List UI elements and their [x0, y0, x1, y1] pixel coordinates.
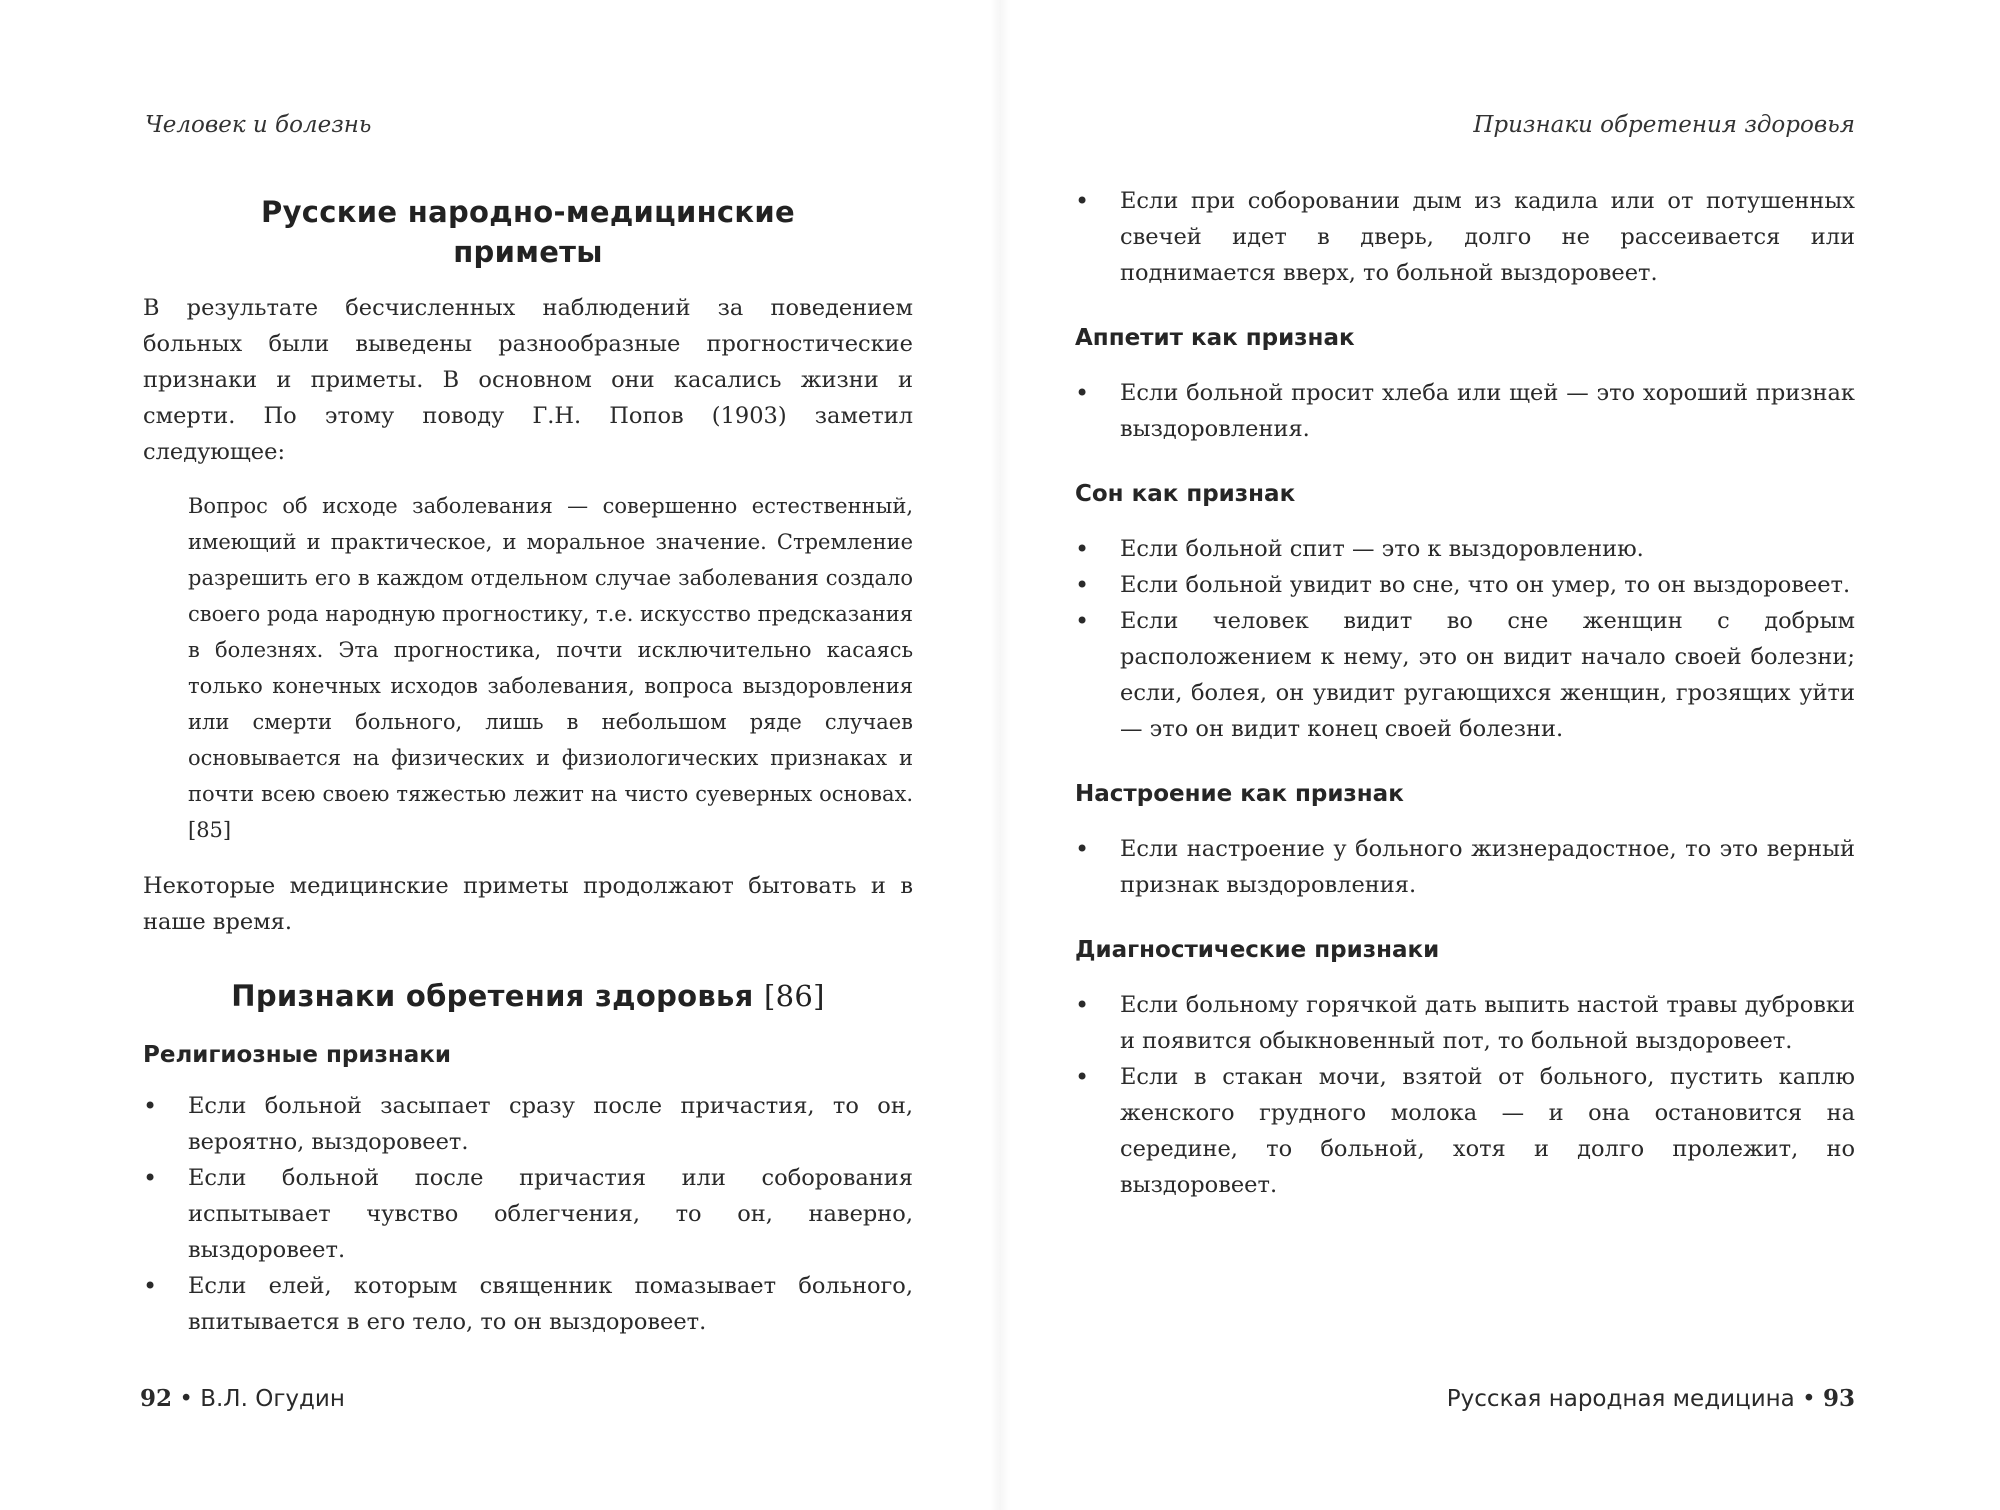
section-title-reference: [86]: [764, 979, 825, 1013]
section-title-folk-omens: [143, 192, 913, 272]
religious-signs-list: [143, 1088, 913, 1340]
list-item: • Если настроение у больного жизнерадостное, то это верный признак выздоровления.: [1075, 831, 1855, 903]
list-item: • Если больному горячкой дать выпить настой травы дубровки и появится обыкновенный пот, то больной выздоровеет.: [1075, 987, 1855, 1059]
incense-signs-list: [1075, 183, 1855, 291]
subheading-diagnostic: Диагностические признаки: [1075, 937, 1440, 963]
section-title-health-signs: [143, 976, 913, 1016]
list-item: • Если больной спит — это к выздоровлению.: [1075, 531, 1855, 567]
subheading-religious: Религиозные признаки: [143, 1042, 451, 1068]
subheading-mood: Настроение как признак: [1075, 781, 1404, 807]
footer-book-title: Русская народная медицина: [1446, 1386, 1795, 1412]
list-item: • Если больной после причастия или соборования испытывает чувство облегчения, то он, наверно, выздоровеет.: [143, 1160, 913, 1268]
intro-paragraph: В результате бесчисленных наблюдений за поведением больных были выведены разнообразные прогностические признаки и приметы. В основном они касались жизни и смерти. По этому поводу Г.Н. Попов (1903) заметил следующее:: [143, 295, 913, 465]
appetite-signs-list: [1075, 375, 1855, 447]
popov-quote: Вопрос об исходе заболевания — совершенно естественный, имеющий и практическое, и моральное значение. Стремление разрешить его в каждом отдельном случае заболевания создало своего рода народную прогностику, т.е. искусство предсказания в болезнях. Эта прогностика, почти исключительно касаясь только конечных исходов заболевания, вопроса выздоровления или смерти больного, лишь в небольшом ряде случаев основывается на физических и физиологических признаках и почти всею своею тяжестью лежит на чисто суеверных основах. [85]: [188, 494, 913, 842]
page-number: 92: [140, 1385, 173, 1412]
left-text-column: [143, 192, 913, 1340]
footer-separator: •: [1802, 1386, 1816, 1412]
footer-separator: •: [179, 1386, 193, 1412]
list-item: • Если больной увидит во сне, что он умер, то он выздоровеет.: [1075, 567, 1855, 603]
left-footer: [140, 1385, 345, 1412]
subheading-appetite: Аппетит как признак: [1075, 325, 1355, 351]
list-item: • Если при соборовании дым из кадила или от потушенных свечей идет в дверь, долго не рассеивается или поднимается вверх, то больной выздоровеет.: [1075, 183, 1855, 291]
section-title-text: Признаки обретения здоровья: [231, 979, 754, 1013]
right-footer: [1447, 1385, 1855, 1412]
diagnostic-signs-list: [1075, 987, 1855, 1203]
mood-signs-list: [1075, 831, 1855, 903]
section-title-line-1: Русские народно-медицинские: [261, 195, 795, 229]
list-item: • Если больной засыпает сразу после причастия, то он, вероятно, выздоровеет.: [143, 1088, 913, 1160]
section-title-line-2: приметы: [453, 235, 603, 269]
list-item: • Если больной просит хлеба или щей — это хороший признак выздоровления.: [1075, 375, 1855, 447]
left-running-header: Человек и болезнь: [145, 112, 372, 138]
list-item: • Если человек видит во сне женщин с добрым расположением к нему, это он видит начало своей болезни; если, болея, он увидит ругающихся женщин, грозящих уйти — это он видит конец своей болезни.: [1075, 603, 1855, 747]
sleep-signs-list: [1075, 531, 1855, 747]
subheading-sleep: Сон как признак: [1075, 481, 1296, 507]
list-item: • Если елей, которым священник помазывает больного, впитывается в его тело, то он выздоровеет.: [143, 1268, 913, 1340]
footer-author: В.Л. Огудин: [200, 1386, 345, 1412]
right-running-header: Признаки обретения здоровья: [1473, 112, 1855, 138]
right-page: [1000, 0, 2000, 1510]
page-number: 93: [1822, 1385, 1855, 1412]
closing-paragraph: Некоторые медицинские приметы продолжают бытовать и в наше время.: [143, 873, 913, 935]
list-item: • Если в стакан мочи, взятой от больного, пустить каплю женского грудного молока — и она остановится на середине, то больной, хотя и долго пролежит, но выздоровеет.: [1075, 1059, 1855, 1203]
right-text-column: [1075, 183, 1855, 1203]
